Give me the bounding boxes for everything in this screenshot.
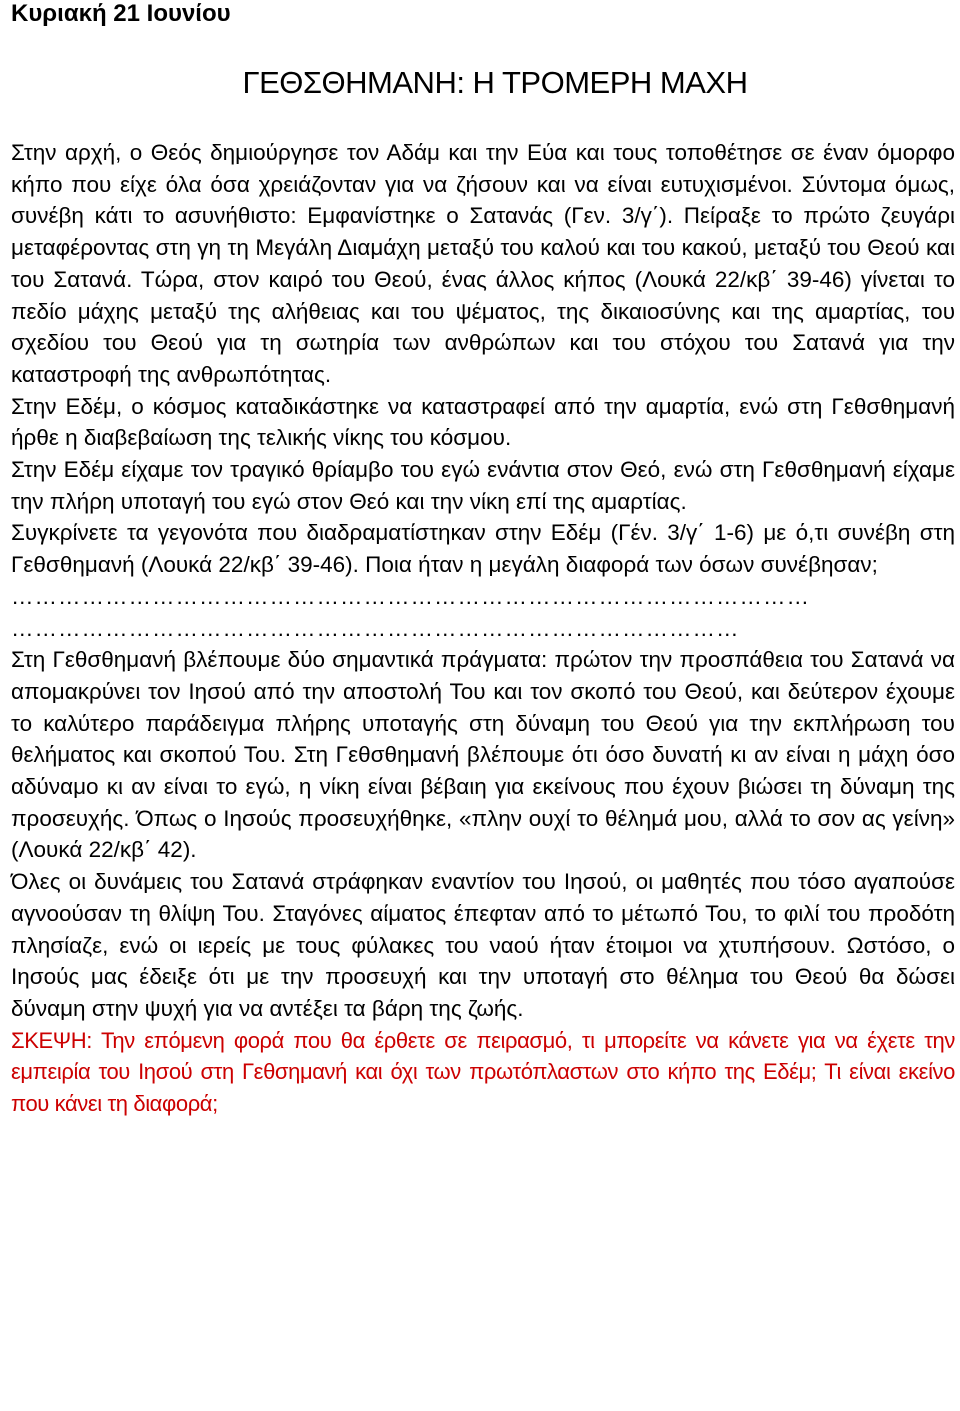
page-title: ΓΕΘΣΘΗΜΑΝΗ: Η ΤΡΟΜΕΡΗ ΜΑΧΗ (242, 65, 748, 100)
paragraph-intro: Στην αρχή, ο Θεός δημιούργησε τον Αδάμ και την Εύα και τους τοποθέτησε σε έναν όμορφο κήπο που είχε όλα όσα χρειάζονταν για να ζήσουν και να είναι ευτυχισμένοι. Σύντομα όμως, συνέβη κάτι το ασυνήθιστο: Εμφανίστηκε ο Σατανάς (Γεν. 3/γ΄). Πείραξε το πρώτο ζευγάρι μεταφέροντας στη γη τη Μεγάλη Διαμάχη μεταξύ του καλού και του κακού, μεταξύ του Θεού και του Σατανά. Τώρα, στον καιρό του Θεού, ένας άλλος κήπος (Λουκά 22/κβ΄ 39-46) γίνεται το πεδίο μάχης μεταξύ της αλήθειας και του ψέματος, της δικαιοσύνης και της αμαρτίας, του σχεδίου του Θεού για τη σωτηρία των ανθρώπων και του στόχου του Σατανά για την καταστροφή της ανθρωπότητας. (11, 140, 955, 387)
paragraph-gethsemane: Στη Γεθσθημανή βλέπουμε δύο σημαντικά πράγματα: πρώτον την προσπάθεια του Σατανά να απομακρύνει τον Ιησού από την αποστολή Του και τον σκοπό του Θεού, και δεύτερον έχουμε το καλύτερο παράδειγμα πλήρης υποταγής στη δύναμη του Θεού για την εκπλήρωση του θελήματος και σκοπού Του. Στη Γεθσθημανή βλέπουμε ότι όσο δυνατή κι αν είναι η μάχη όσο αδύναμο κι αν είναι το εγώ, η νίκη είναι βέβαιη για εκείνους που έχουν βιώσει τη δύναμη της προσευχής. Όπως ο Ιησούς προσευχήθηκε, «πλην ουχί το θέλημά μου, αλλά το σον ας γείνη» (Λουκά 22/κβ΄ 42). (11, 647, 955, 863)
article-body (11, 137, 955, 1119)
page-date: Κυριακή 21 Ιουνίου (11, 0, 231, 27)
paragraph-question: Συγκρίνετε τα γεγονότα που διαδραματίστηκαν στην Εδέμ (Γέν. 3/γ΄ 1-6) με ό,τι συνέβη στη Γεθσθημανή (Λουκά 22/κβ΄ 39-46). Ποια ήταν η μεγάλη διαφορά των όσων συνέβησαν; (11, 520, 955, 578)
paragraph-eden-world: Στην Εδέμ, ο κόσμος καταδικάστηκε να καταστραφεί από την αμαρτία, ενώ στη Γεθσθημανή ήρθε η διαβεβαίωση της τελικής νίκης του κόσμου. (11, 393, 955, 451)
answer-line: ………………………………………………………………………………………… (11, 583, 810, 609)
paragraph-forces: Όλες οι δυνάμεις του Σατανά στράφηκαν εναντίον του Ιησού, οι μαθητές που τόσο αγαπούσε αγνοούσαν τη θλίψη Του. Σταγόνες αίματος έπεφταν από το μέτωπό Του, το φιλί του προδότη πλησίαζε, ενώ οι ιερείς με τους φύλακες του ναού ήταν έτοιμοι να χτυπήσουν. Ωστόσο, ο Ιησούς μας έδειξε ότι με την προσευχή και την υποταγή στο θέλημα του Θεού θα δώσει δύναμη στην ψυχή για να αντέξει τα βάρη της ζωής. (11, 869, 955, 1021)
answer-line: ………………………………………………………………………………… (11, 615, 740, 641)
reflection-text: ΣΚΕΨΗ: Την επόμενη φορά που θα έρθετε σε πειρασμό, τι μπορείτε να κάνετε για να έχετε την εμπειρία του Ιησού στη Γεθσημανή και όχι των πρωτόπλαστων στο κήπο της Εδέμ; Τι είναι εκείνο που κάνει τη διαφορά; (11, 1027, 955, 1116)
paragraph-eden-ego: Στην Εδέμ είχαμε τον τραγικό θρίαμβο του εγώ ενάντια στον Θεό, ενώ στη Γεθσθημανή είχαμε την πλήρη υποταγή του εγώ στον Θεό και την νίκη επί της αμαρτίας. (11, 457, 955, 514)
